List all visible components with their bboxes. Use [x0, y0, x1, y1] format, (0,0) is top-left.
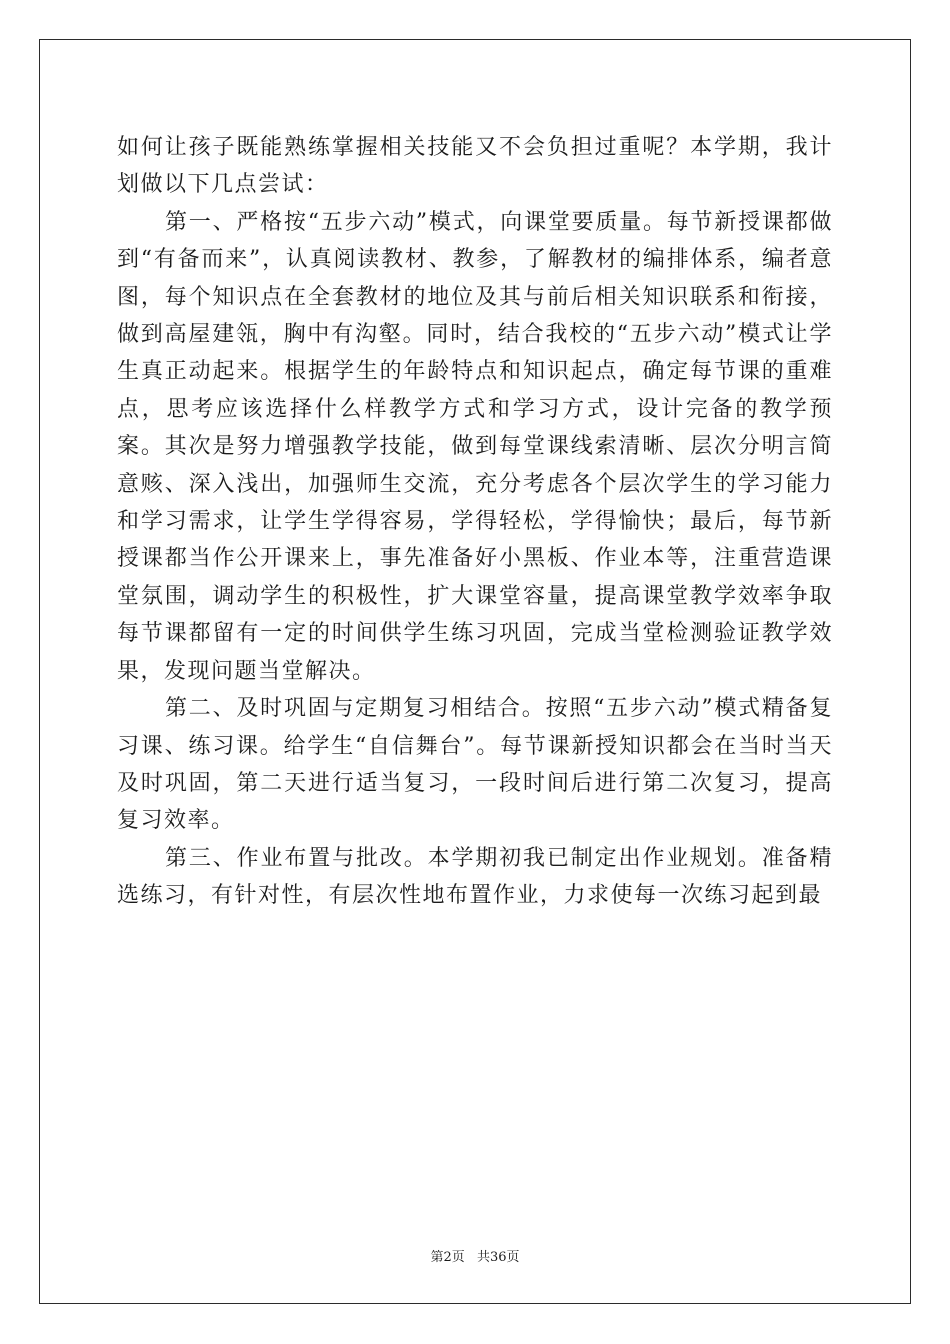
paragraph-third-point: 第三、作业布置与批改。本学期初我已制定出作业规划。准备精选练习，有针对性，有层次性地布置作业，力求使每一次练习起到最	[117, 845, 833, 909]
page-footer	[0, 1246, 950, 1265]
page-number-total: 共36页	[476, 1250, 520, 1265]
document-body	[117, 129, 833, 915]
paragraph-continuation: 如何让孩子既能熟练掌握相关技能又不会负担过重呢？本学期，我计划做以下几点尝试：	[117, 135, 833, 198]
page-number-current: 第2页	[430, 1250, 465, 1265]
paragraph-second-point: 第二、及时巩固与定期复习相结合。按照“五步六动”模式精备复习课、练习课。给学生“自信舞台”。每节课新授知识都会在当时当天及时巩固，第二天进行适当复习，一段时间后进行第二次复习，提高复习效率。	[117, 696, 833, 834]
paragraph-first-point: 第一、严格按“五步六动”模式，向课堂要质量。每节新授课都做到“有备而来”，认真阅读教材、教参，了解教材的编排体系，编者意图，每个知识点在全套教材的地位及其与前后相关知识联系和衔接，做到高屋建瓴，胸中有沟壑。同时，结合我校的“五步六动”模式让学生真正动起来。根据学生的年龄特点和知识起点，确定每节课的重难点，思考应该选择什么样教学方式和学习方式，设计完备的教学预案。其次是努力增强教学技能，做到每堂课线索清晰、层次分明言简意赅、深入浅出，加强师生交流，充分考虑各个层次学生的学习能力和学习需求，让学生学得容易，学得轻松，学得愉快；最后，每节新授课都当作公开课来上，事先准备好小黑板、作业本等，注重营造课堂氛围，调动学生的积极性，扩大课堂容量，提高课堂教学效率争取每节课都留有一定的时间供学生练习巩固，完成当堂检测验证教学效果，发现问题当堂解决。	[117, 209, 833, 684]
